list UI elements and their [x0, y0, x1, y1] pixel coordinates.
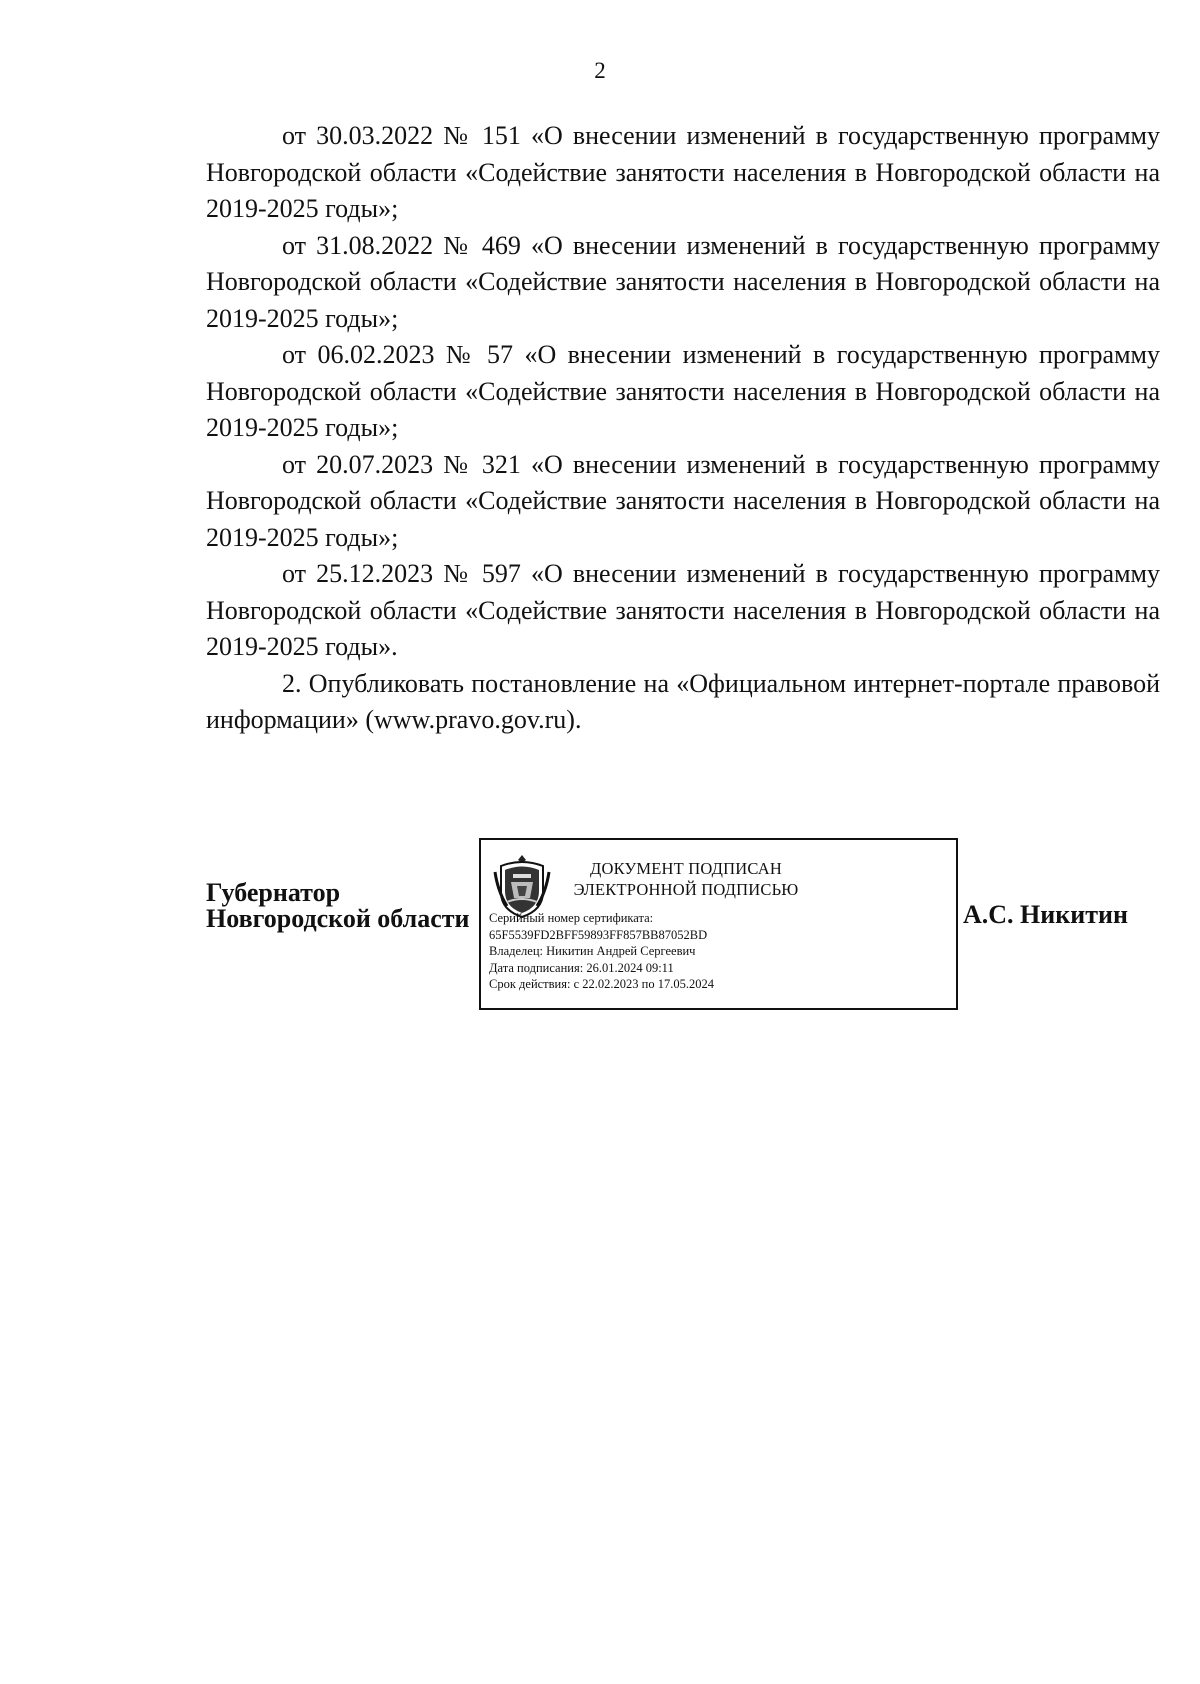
- document-body: [206, 118, 1160, 739]
- serial-value: 65F5539FD2BFF59893FF857BB87052BD: [489, 927, 708, 942]
- signing-date: Дата подписания: 26.01.2024 09:11: [489, 960, 674, 975]
- stamp-title: [561, 858, 811, 900]
- amendment-paragraph: от 31.08.2022 № 469 «О внесении изменений в государственную программу Новгородской области «Содействие занятости населения в Новгородской области на 2019-2025 годы»;: [206, 230, 1160, 333]
- amendment-paragraph: от 20.07.2023 № 321 «О внесении изменений в государственную программу Новгородской области «Содействие занятости населения в Новгородской области на 2019-2025 годы»;: [206, 449, 1160, 552]
- serial-label: Серийный номер сертификата:: [489, 911, 654, 925]
- electronic-signature-stamp: [479, 838, 958, 1010]
- stamp-title-line-2: ЭЛЕКТРОННОЙ ПОДПИСЬЮ: [573, 880, 799, 899]
- certificate-owner: Владелец: Никитин Андрей Сергеевич: [489, 944, 696, 958]
- certificate-validity: Срок действия: с 22.02.2023 по 17.05.2024: [489, 977, 714, 991]
- position-line-1: Губернатор: [206, 878, 341, 907]
- amendment-paragraph: от 30.03.2022 № 151 «О внесении изменений в государственную программу Новгородской области «Содействие занятости населения в Новгородской области на 2019-2025 годы»;: [206, 121, 1160, 223]
- certificate-details: [489, 910, 714, 993]
- publication-paragraph: 2. Опубликовать постановление на «Официальном интернет-портале правовой информации» (www.pravo.gov.ru).: [206, 668, 1160, 734]
- signatory-name: А.С. Никитин: [963, 900, 1128, 929]
- amendment-paragraph: от 06.02.2023 № 57 «О внесении изменений в государственную программу Новгородской области «Содействие занятости населения в Новгородской области на 2019-2025 годы»;: [206, 340, 1160, 442]
- stamp-title-line-1: ДОКУМЕНТ ПОДПИСАН: [590, 859, 782, 878]
- signatory-position: [206, 880, 470, 932]
- page-number: 2: [594, 58, 606, 83]
- amendment-paragraph: от 25.12.2023 № 597 «О внесении изменений в государственную программу Новгородской области «Содействие занятости населения в Новгородской области на 2019-2025 годы».: [206, 559, 1160, 661]
- position-line-2: Новгородской области: [206, 904, 470, 933]
